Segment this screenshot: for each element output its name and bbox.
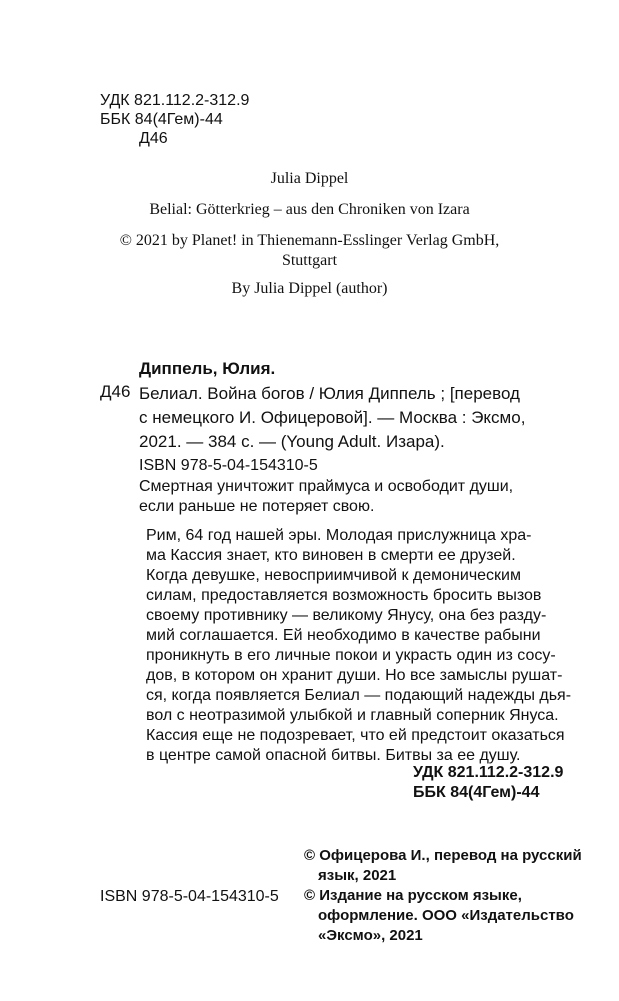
annotation-line: ся, когда появляется Белиал — подающий надежды дья-: [146, 687, 572, 704]
annotation-line: Рим, 64 год нашей эры. Молодая прислужница хра-: [146, 527, 532, 544]
author-mark: Д46: [139, 130, 168, 147]
biblio-mark: Д46: [100, 382, 131, 401]
udk-code-bottom: УДК 821.112.2-312.9: [413, 764, 564, 781]
summary-line: если раньше не потеряет свою.: [139, 498, 375, 515]
summary: [139, 477, 513, 517]
biblio-line: Белиал. Война богов / Юлия Диппель ; [перевод: [139, 384, 520, 403]
original-title: Belial: Götterkrieg – aus den Chroniken von Izara: [149, 201, 470, 218]
annotation-line: мий соглашается. Ей необходимо в качестве рабыни: [146, 627, 541, 644]
summary-line: Смертная уничтожит праймуса и освободит души,: [139, 478, 514, 495]
annotation-line: силам, предоставляется возможность бросить вызов: [146, 587, 542, 604]
udk-code: УДК 821.112.2-312.9: [100, 92, 250, 109]
copyright-line: язык, 2021: [318, 867, 397, 884]
biblio-line: 2021. — 384 с. — (Young Adult. Изара).: [139, 432, 445, 451]
copyright-line: «Эксмо», 2021: [318, 927, 423, 944]
bbk-code: ББК 84(4Гем)-44: [100, 111, 223, 128]
biblio-line: с немецкого И. Офицеровой]. — Москва : Эксмо,: [139, 408, 526, 427]
biblio-isbn: ISBN 978-5-04-154310-5: [139, 457, 318, 474]
annotation-line: вол с неотразимой улыбкой и главный соперник Януса.: [146, 707, 559, 724]
original-copyright-line2: Stuttgart: [281, 252, 338, 269]
copyright-block: [304, 846, 582, 946]
isbn-bottom: ISBN 978-5-04-154310-5: [100, 888, 279, 905]
annotation-line: Когда девушке, невосприимчивой к демоническим: [146, 567, 521, 584]
annotation-line: дов, в котором он хранит души. Но все замыслы рушат-: [146, 667, 563, 684]
original-by-author: By Julia Dippel (author): [231, 280, 388, 297]
original-author: Julia Dippel: [270, 170, 349, 187]
annotation: [146, 526, 571, 766]
annotation-line: в центре самой опасной битвы. Битвы за ее душу.: [146, 747, 521, 764]
annotation-line: Кассия еще не подозревает, что ей предстоит оказаться: [146, 727, 565, 744]
bbk-code-bottom: ББК 84(4Гем)-44: [413, 784, 540, 801]
biblio-heading: Диппель, Юлия.: [139, 359, 276, 378]
biblio-description: [139, 382, 525, 454]
annotation-line: ма Кассия знает, кто виновен в смерти ее друзей.: [146, 547, 516, 564]
copyright-line: © Издание на русском языке,: [304, 887, 522, 904]
annotation-line: проникнуть в его личные покои и украсть один из сосу-: [146, 647, 556, 664]
copyright-line: оформление. ООО «Издательство: [318, 907, 574, 924]
copyright-line: © Офицерова И., перевод на русский: [304, 847, 582, 864]
annotation-line: своему противнику — великому Янусу, она без разду-: [146, 607, 547, 624]
original-copyright-line1: © 2021 by Planet! in Thienemann-Esslinger Verlag GmbH,: [119, 232, 500, 249]
